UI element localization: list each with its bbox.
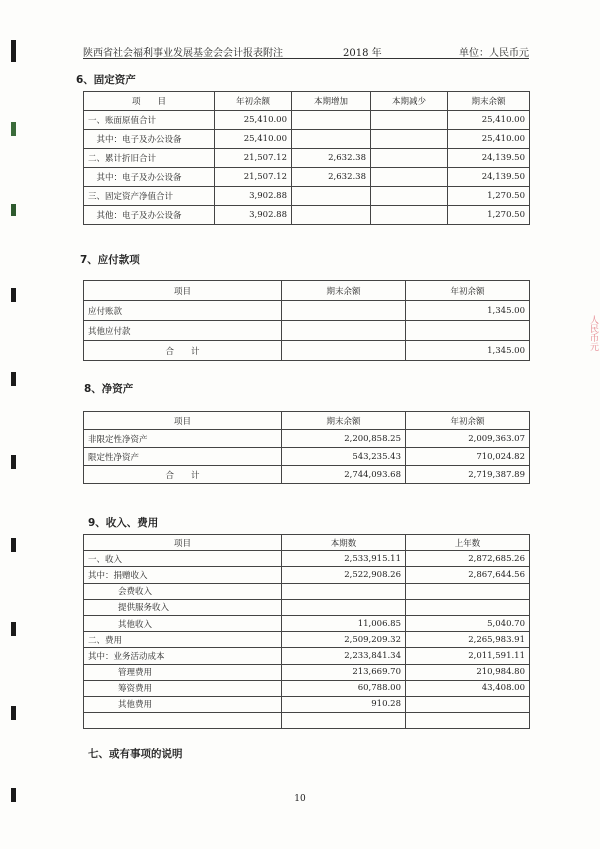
cell-value: 2,265,983.91 — [406, 632, 530, 648]
table-row — [84, 599, 530, 615]
table-row — [84, 187, 530, 206]
table-row — [84, 206, 530, 225]
column-header: 本期增加 — [292, 92, 371, 111]
cell-value: 25,410.00 — [448, 111, 530, 130]
cell-value: 2,533,915.11 — [282, 551, 406, 567]
table-row — [84, 615, 530, 631]
row-label: 其中：业务活动成本 — [84, 648, 282, 664]
column-header: 本期减少 — [371, 92, 448, 111]
row-label: 二、累计折旧合计 — [84, 149, 215, 168]
cell-value: 24,139.50 — [448, 149, 530, 168]
table-row — [84, 149, 530, 168]
cell-value: 25,410.00 — [215, 130, 292, 149]
row-label: 非限定性净资产 — [84, 430, 282, 448]
column-header: 年初余额 — [215, 92, 292, 111]
row-label: 筹资费用 — [84, 680, 282, 696]
cell-value: 60,788.00 — [282, 680, 406, 696]
income-expense-table — [83, 534, 530, 729]
table-row — [84, 341, 530, 361]
cell-value: 2,867,644.56 — [406, 567, 530, 583]
table-row — [84, 448, 530, 466]
cell-value — [406, 713, 530, 729]
cell-value: 25,410.00 — [215, 111, 292, 130]
row-label: 应付账款 — [84, 301, 282, 321]
cell-value: 1,345.00 — [406, 301, 530, 321]
cell-value: 2,632.38 — [292, 168, 371, 187]
cell-value: 2,509,209.32 — [282, 632, 406, 648]
column-header: 项目 — [84, 412, 282, 430]
cell-value — [406, 321, 530, 341]
cell-value: 1,270.50 — [448, 187, 530, 206]
cell-value — [292, 206, 371, 225]
column-header: 项目 — [84, 535, 282, 551]
table-row — [84, 111, 530, 130]
cell-value: 543,235.43 — [282, 448, 406, 466]
row-label: 其他应付款 — [84, 321, 282, 341]
cell-value: 3,902.88 — [215, 206, 292, 225]
binding-mark — [11, 288, 16, 302]
column-header: 年初余额 — [406, 412, 530, 430]
cell-value: 25,410.00 — [448, 130, 530, 149]
column-header: 期末余额 — [448, 92, 530, 111]
cell-value — [406, 696, 530, 712]
binding-mark — [11, 538, 16, 552]
table-row — [84, 430, 530, 448]
row-label: 合 计 — [84, 341, 282, 361]
binding-mark — [11, 455, 16, 469]
section-title-contingencies: 七、或有事项的说明 — [88, 748, 183, 760]
cell-value — [371, 111, 448, 130]
table-row — [84, 632, 530, 648]
cell-value: 710,024.82 — [406, 448, 530, 466]
cell-value — [371, 130, 448, 149]
cell-value: 2,009,363.07 — [406, 430, 530, 448]
row-label: 一、收入 — [84, 551, 282, 567]
cell-value — [282, 341, 406, 361]
cell-value — [371, 206, 448, 225]
cell-value: 43,408.00 — [406, 680, 530, 696]
row-label: 合 计 — [84, 466, 282, 484]
table-header-row — [84, 412, 530, 430]
net-assets-table — [83, 411, 530, 484]
table-row — [84, 696, 530, 712]
section-title-income-expense: 9、收入、费用 — [88, 517, 159, 529]
cell-value — [371, 187, 448, 206]
column-header: 上年数 — [406, 535, 530, 551]
cell-value — [406, 599, 530, 615]
binding-mark — [11, 622, 16, 636]
row-label: 限定性净资产 — [84, 448, 282, 466]
row-label — [84, 713, 282, 729]
cell-value: 1,345.00 — [406, 341, 530, 361]
table-row — [84, 301, 530, 321]
header-year: 2018 年 — [343, 48, 382, 59]
cell-value — [282, 599, 406, 615]
table-row — [84, 168, 530, 187]
page-header — [83, 42, 529, 59]
row-label: 提供服务收入 — [84, 599, 282, 615]
table-row — [84, 466, 530, 484]
cell-value: 210,984.80 — [406, 664, 530, 680]
cell-value — [282, 583, 406, 599]
page-number: 10 — [294, 794, 306, 804]
cell-value: 2,872,685.26 — [406, 551, 530, 567]
table-header-row — [84, 92, 530, 111]
row-label: 其他：电子及办公设备 — [84, 206, 215, 225]
column-header: 期末余额 — [282, 412, 406, 430]
column-header: 本期数 — [282, 535, 406, 551]
row-label: 三、固定资产净值合计 — [84, 187, 215, 206]
table-row — [84, 664, 530, 680]
table-row — [84, 583, 530, 599]
cell-value: 910.28 — [282, 696, 406, 712]
cell-value — [406, 583, 530, 599]
table-row — [84, 321, 530, 341]
cell-value: 2,233,841.34 — [282, 648, 406, 664]
row-label: 其中：电子及办公设备 — [84, 168, 215, 187]
cell-value: 2,200,858.25 — [282, 430, 406, 448]
table-row — [84, 567, 530, 583]
row-label: 会费收入 — [84, 583, 282, 599]
row-label: 其他费用 — [84, 696, 282, 712]
table-header-row — [84, 281, 530, 301]
column-header: 期末余额 — [282, 281, 406, 301]
cell-value: 5,040.70 — [406, 615, 530, 631]
header-unit: 单位：人民币元 — [459, 48, 529, 59]
table-row — [84, 713, 530, 729]
seal-stamp: 人民币元 — [588, 315, 598, 351]
cell-value — [371, 168, 448, 187]
cell-value: 2,719,387.89 — [406, 466, 530, 484]
row-label: 一、账面原值合计 — [84, 111, 215, 130]
table-row — [84, 680, 530, 696]
cell-value: 21,507.12 — [215, 149, 292, 168]
binding-mark — [11, 122, 16, 136]
column-header: 项目 — [84, 281, 282, 301]
row-label: 二、费用 — [84, 632, 282, 648]
cell-value — [282, 321, 406, 341]
binding-mark — [11, 204, 16, 216]
section-title-payables: 7、应付款项 — [80, 254, 140, 266]
table-row — [84, 551, 530, 567]
row-label: 其他收入 — [84, 615, 282, 631]
payables-table — [83, 280, 530, 361]
binding-mark — [11, 706, 16, 720]
column-header: 年初余额 — [406, 281, 530, 301]
cell-value: 2,744,093.68 — [282, 466, 406, 484]
cell-value: 2,522,908.26 — [282, 567, 406, 583]
cell-value: 2,011,591.11 — [406, 648, 530, 664]
binding-mark — [11, 372, 16, 386]
cell-value — [292, 187, 371, 206]
cell-value — [292, 130, 371, 149]
fixed-assets-table — [83, 91, 530, 225]
cell-value: 3,902.88 — [215, 187, 292, 206]
header-title: 陕西省社会福利事业发展基金会会计报表附注 — [83, 48, 283, 59]
cell-value: 11,006.85 — [282, 615, 406, 631]
binding-mark — [11, 40, 16, 62]
table-row — [84, 648, 530, 664]
cell-value: 2,632.38 — [292, 149, 371, 168]
cell-value: 213,669.70 — [282, 664, 406, 680]
table-header-row — [84, 535, 530, 551]
cell-value — [371, 149, 448, 168]
cell-value: 21,507.12 — [215, 168, 292, 187]
table-row — [84, 130, 530, 149]
column-header: 项 目 — [84, 92, 215, 111]
cell-value — [292, 111, 371, 130]
section-title-net-assets: 8、净资产 — [84, 383, 134, 395]
cell-value — [282, 301, 406, 321]
section-title-fixed-assets: 6、固定资产 — [76, 74, 136, 86]
cell-value: 1,270.50 — [448, 206, 530, 225]
row-label: 管理费用 — [84, 664, 282, 680]
cell-value — [282, 713, 406, 729]
row-label: 其中：电子及办公设备 — [84, 130, 215, 149]
row-label: 其中：捐赠收入 — [84, 567, 282, 583]
cell-value: 24,139.50 — [448, 168, 530, 187]
